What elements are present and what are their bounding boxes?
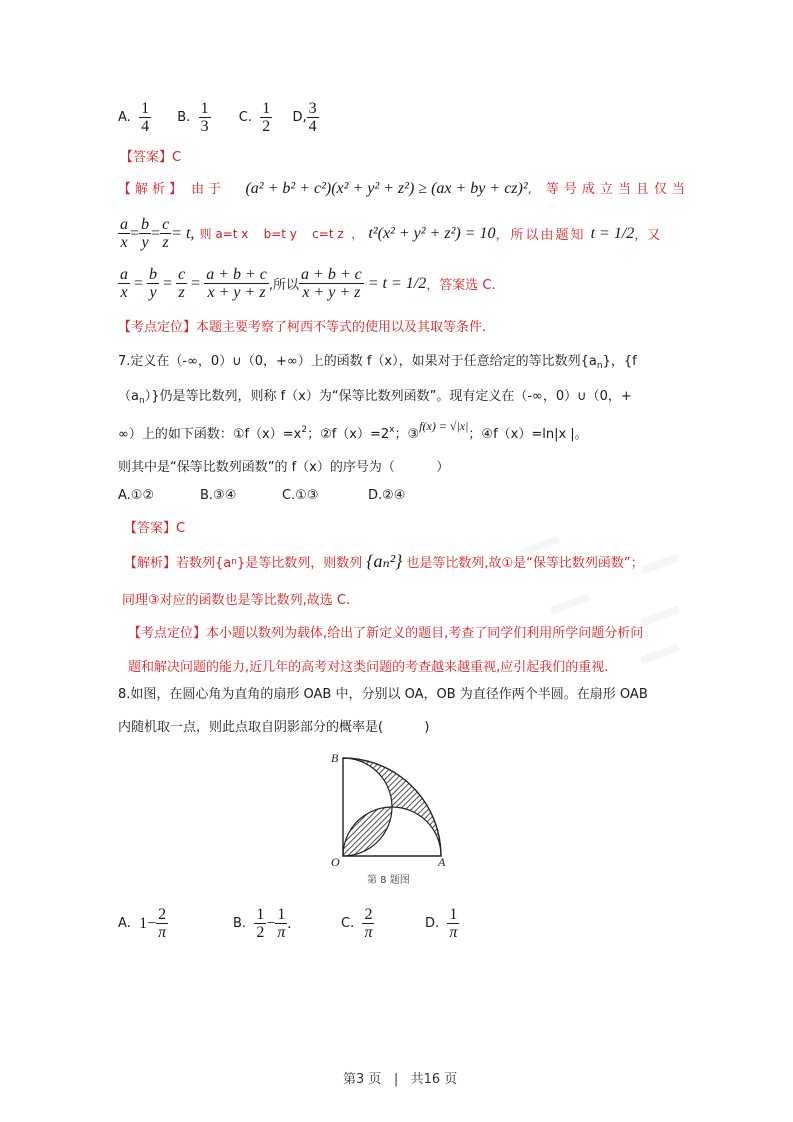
q6-analysis-line1: 【解析】 由于 (a² + b² + c²)(x² + y² + z²) ≥ (ax + by + cz)², 等号成立当且仅当 (118, 180, 690, 197)
figure-caption: 第 8 题图 (367, 875, 410, 886)
q7-analysis-line1: 【解析】 若数列{a n }是等比数列，则数列 {aₙ²} 也是等比数列,故①是“保等比数列函数”； (124, 551, 644, 571)
watermark (640, 643, 680, 664)
page-footer (343, 1068, 457, 1087)
q7-answer: 【答案】C (124, 521, 186, 536)
q6-option-c: C. $\frac{1}{2}$ (238, 100, 271, 135)
q7-line3: ∞）上的如下函数：$①f(x)=x^2$；$②f(x)=2^x$；③f(x) = √|x|；④f（x）=ln|x |。 (118, 419, 588, 442)
page-number: 第3 页 (343, 1072, 382, 1087)
q7-analysis-line2: 同理③对应的函数也是等比数列,故选 C. (122, 593, 351, 608)
q8-option-b: B. $\frac{1}{2}$ − $\frac{1}{\pi}$ . (233, 906, 292, 941)
q7-options (118, 488, 405, 503)
watermark (640, 553, 680, 574)
q8-line2: 内随机取一点，则此点取自阴影部分的概率是( ) (118, 720, 430, 735)
q7-function-3-formula: f(x) = √|x| (419, 419, 469, 433)
q6-options (118, 100, 319, 135)
q7-option-d: D.②④ (368, 488, 406, 503)
q7-option-c: C.①③ (282, 488, 319, 503)
q6-option-a: A. $\frac{1}{4}$ (118, 100, 150, 135)
label-b: B (331, 751, 339, 765)
q7-line1: 7.定义在（-∞，0）∪（0，+∞）上的函数 f（x），如果对于任意给定的等比数列$\{a_n\}$，{f (118, 354, 637, 371)
label-a: A (438, 855, 446, 869)
q7-point-line2: 题和解决问题的能力,近几年的高考对这类问题的考查越来越重视,应引起我们的重视. (128, 660, 609, 675)
q8-figure (325, 748, 455, 888)
footer-separator: | (393, 1072, 399, 1087)
page-total: 共16 页 (410, 1072, 458, 1087)
q8-option-d: D. $\frac{1}{\pi}$ (425, 906, 458, 941)
q6-analysis-line3: $\frac{a}{x}$ = $\frac{b}{y}$ = $\frac{c}{z}$ = $\frac{a + b + c}{x + y + z}$ ,所以 $\frac{a + b + c}{x + y + z}$ = t = 1/2 ，答案选 C. (120, 266, 496, 301)
q7-line2: $(a_n)$}仍是等比数列，则称 f（x）为“保等比数列函数”。现有定义在（-∞，0）∪（0，+ (118, 389, 632, 406)
q7-option-a: A.①② (118, 488, 155, 503)
q6-option-d: D, $\frac{3}{4}$ (292, 100, 317, 135)
q8-option-c: C. $\frac{2}{\pi}$ (341, 906, 373, 941)
q7-set-formula: {aₙ²} (366, 551, 403, 571)
q6-point: 【考点定位】本题主要考察了柯西不等式的使用以及其取等条件. (118, 320, 487, 335)
q6-answer: 【答案】C (120, 150, 182, 165)
q7-point-line1: 【考点定位】本小题以数列为载体,给出了新定义的题目,考查了同学们利用所学问题分析问 (128, 626, 644, 641)
q8-line1: 8.如图，在圆心角为直角的扇形 OAB 中，分别以 OA，OB 为直径作两个半圆。在扇形 OAB (118, 687, 648, 702)
sector-diagram (325, 748, 455, 888)
watermark (640, 605, 680, 626)
watermark (550, 593, 590, 614)
q8-options (118, 906, 459, 941)
q6-option-b: B. $\frac{1}{3}$ (177, 100, 209, 135)
q7-line4: 则其中是“保等比数列函数”的 f（x）的序号为（ ） (118, 460, 450, 475)
q6-analysis-line2: $\frac{a}{x}$ = $\frac{b}{y}$ = $\frac{c}{z}$ = t, 则 a=t x b=t y c=t z ， t²(x² + y² + z²) = 10 ，所以由题知 t = 1/2 ，又 (120, 216, 661, 251)
q7-option-b: B.③④ (200, 488, 237, 503)
shaded-region-lens (343, 807, 392, 856)
q8-option-a: A. 1− $\frac{2}{\pi}$ (118, 906, 167, 941)
label-o: O (331, 855, 340, 869)
